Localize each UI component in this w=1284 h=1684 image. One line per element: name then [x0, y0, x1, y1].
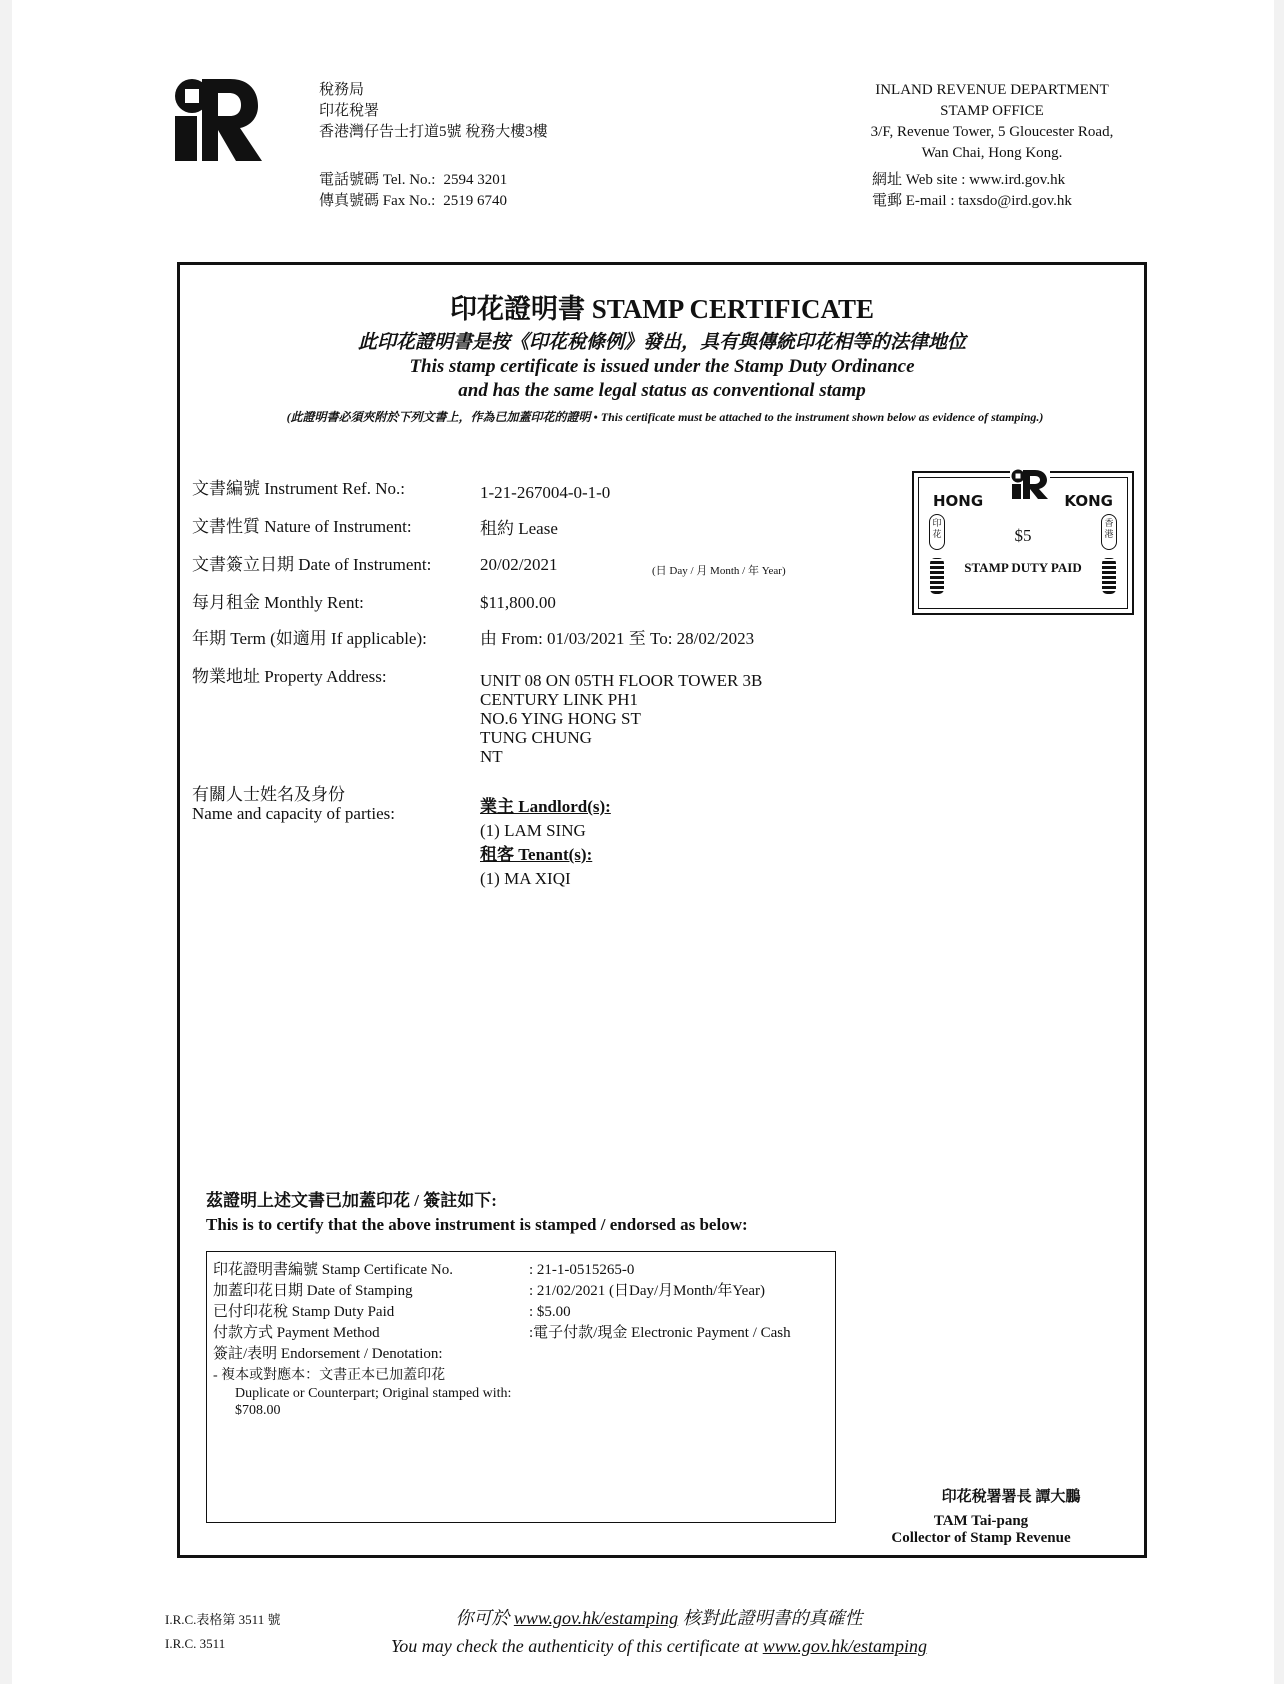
ird-logo-icon — [172, 76, 264, 164]
collector-title-cn: 印花稅署署長 譚大鵬 — [941, 1489, 1081, 1505]
term-value: 由 From: 01/03/2021 至 To: 28/02/2023 — [480, 629, 755, 648]
date-format-note: (日 Day / 月 Month / 年 Year) — [652, 565, 786, 577]
ref-label: 文書編號 Instrument Ref. No.: — [192, 479, 405, 498]
address-line: TUNG CHUNG — [480, 728, 592, 747]
landlord-name: (1) LAM SING — [480, 821, 586, 840]
landlord-heading: 業主 Landlord(s): — [480, 797, 611, 816]
certification-statement — [206, 1189, 748, 1237]
denotation-en: Duplicate or Counterpart; Original stamped with: — [235, 1386, 512, 1401]
header-chinese-address — [319, 80, 548, 143]
verify-link-cn[interactable]: www.gov.hk/estamping — [513, 1608, 679, 1628]
parties-label — [192, 785, 395, 823]
verify-cn-post: 核對此證明書的真確性 — [678, 1608, 863, 1628]
header-english-address — [832, 80, 1152, 164]
web-value[interactable]: www.ird.gov.hk — [969, 172, 1066, 188]
parties — [480, 795, 611, 891]
address-line: NT — [480, 747, 503, 766]
web-label: 網址 Web site : — [872, 172, 966, 188]
duty-paid-value: : $5.00 — [529, 1304, 571, 1320]
stamp-inner-border — [918, 477, 1128, 609]
duty-paid-label: 已付印花稅 Stamp Duty Paid — [213, 1304, 395, 1320]
certificate-title: 印花證明書 STAMP CERTIFICATE — [449, 294, 875, 324]
tel-value: 2594 3201 — [443, 172, 508, 188]
header-contact — [319, 170, 507, 212]
payment-method-value: :電子付款/現金 Electronic Payment / Cash — [529, 1325, 791, 1341]
stamp-left-chars: 印花 — [929, 514, 945, 550]
date-value: 20/02/2021 — [480, 555, 558, 574]
nature-label: 文書性質 Nature of Instrument: — [192, 517, 412, 536]
header-en-line: STAMP OFFICE — [940, 103, 1044, 119]
address-line: CENTURY LINK PH1 — [480, 690, 639, 709]
subtitle-en-2: and has the same legal status as conventional stamp — [458, 380, 866, 401]
header-en-line: Wan Chai, Hong Kong. — [921, 145, 1063, 161]
parties-label-en: Name and capacity of parties: — [192, 804, 395, 823]
cert-no-value: : 21-1-0515265-0 — [529, 1262, 635, 1278]
tenant-name: (1) MA XIQI — [480, 869, 571, 888]
header-en-line: 3/F, Revenue Tower, 5 Gloucester Road, — [870, 124, 1114, 140]
stamp-certificate — [177, 262, 1147, 1558]
header-en-line: INLAND REVENUE DEPARTMENT — [875, 82, 1109, 98]
stamp-right-scroll-icon — [1102, 558, 1116, 594]
stamping-date-label: 加蓋印花日期 Date of Stamping — [213, 1283, 413, 1299]
stamp-left-scroll-icon — [930, 558, 944, 594]
verify-link-en[interactable]: www.gov.hk/estamping — [762, 1636, 928, 1656]
certify-en: This is to certify that the above instrument is stamped / endorsed as below: — [206, 1215, 748, 1234]
collector-name: TAM Tai-pang — [933, 1513, 1029, 1529]
collector-signature — [840, 1513, 1122, 1547]
address-line: UNIT 08 ON 05TH FLOOR TOWER 3B — [480, 671, 763, 690]
denotation-cn: - 複本或對應本：文書正本已加蓋印花 — [213, 1368, 446, 1383]
rent-label: 每月租金 Monthly Rent: — [192, 593, 364, 612]
nature-value: 租約 Lease — [480, 519, 558, 538]
payment-method-label: 付款方式 Payment Method — [213, 1325, 380, 1341]
subtitle-cn: 此印花證明書是按《印花稅條例》發出，具有與傳統印花相等的法律地位 — [357, 332, 966, 353]
cert-no-label: 印花證明書編號 Stamp Certificate No. — [213, 1262, 453, 1278]
stamp-value: $5 — [1014, 526, 1032, 545]
attachment-note: (此證明書必須夾附於下列文書上，作為已加蓋印花的證明 • This certificate must be attached to the instrument shown below as evidence of stamping.) — [286, 410, 1044, 424]
endorsement-box — [206, 1251, 836, 1523]
ref-value: 1-21-267004-0-1-0 — [480, 483, 611, 502]
subtitle-en-1: This stamp certificate is issued under the Stamp Duty Ordinance — [409, 356, 915, 377]
fax-value: 2519 6740 — [443, 193, 508, 209]
certify-cn: 茲證明上述文書已加蓋印花 / 簽註如下: — [206, 1191, 497, 1210]
header-cn-line: 印花稅署 — [319, 103, 380, 119]
stamp-paid-text: STAMP DUTY PAID — [964, 560, 1082, 575]
rent-value: $11,800.00 — [480, 593, 556, 612]
stamp-left-ornament — [929, 514, 945, 594]
email-label: 電郵 E-mail : — [872, 193, 955, 209]
header-cn-line: 稅務局 — [319, 82, 365, 98]
property-address — [480, 671, 762, 766]
verify-cn-pre: 你可於 — [455, 1608, 514, 1628]
denotation-label: 簽註/表明 Endorsement / Denotation: — [213, 1346, 443, 1362]
header-web-email — [872, 170, 1072, 212]
parties-label-cn: 有關人士姓名及身份 — [192, 785, 345, 804]
fax-label: 傳真號碼 Fax No.: — [319, 193, 436, 209]
verify-en-pre: You may check the authenticity of this certificate at — [390, 1636, 763, 1656]
collector-title-en: Collector of Stamp Revenue — [891, 1530, 1071, 1546]
address-line: NO.6 YING HONG ST — [480, 709, 641, 728]
address-label: 物業地址 Property Address: — [192, 667, 387, 686]
email-value[interactable]: taxsdo@ird.gov.hk — [958, 193, 1072, 209]
stamping-date-value: : 21/02/2021 (日Day/月Month/年Year) — [529, 1283, 765, 1299]
term-label: 年期 Term (如適用 If applicable): — [192, 629, 427, 648]
stamp-right-chars: 香港 — [1101, 514, 1117, 550]
denotation-amount: $708.00 — [235, 1403, 281, 1418]
stamp-ird-logo-icon — [1010, 468, 1050, 500]
tenant-heading: 租客 Tenant(s): — [480, 845, 593, 864]
form-number-en: I.R.C. 3511 — [165, 1636, 226, 1651]
stamp-hong-text: HONG — [933, 492, 984, 510]
date-label: 文書簽立日期 Date of Instrument: — [192, 555, 432, 574]
stamp-duty-paid-stamp — [912, 471, 1134, 615]
stamp-kong-text: KONG — [1064, 492, 1113, 510]
verification-note — [339, 1604, 979, 1660]
certificate-subtitle — [180, 331, 1144, 403]
page — [12, 0, 1274, 1684]
tel-label: 電話號碼 Tel. No.: — [319, 172, 436, 188]
stamp-right-ornament — [1101, 514, 1117, 594]
header-cn-line: 香港灣仔告士打道5號 稅務大樓3樓 — [319, 124, 548, 140]
form-number-cn: I.R.C.表格第 3511 號 — [165, 1612, 281, 1627]
form-number — [165, 1608, 280, 1656]
